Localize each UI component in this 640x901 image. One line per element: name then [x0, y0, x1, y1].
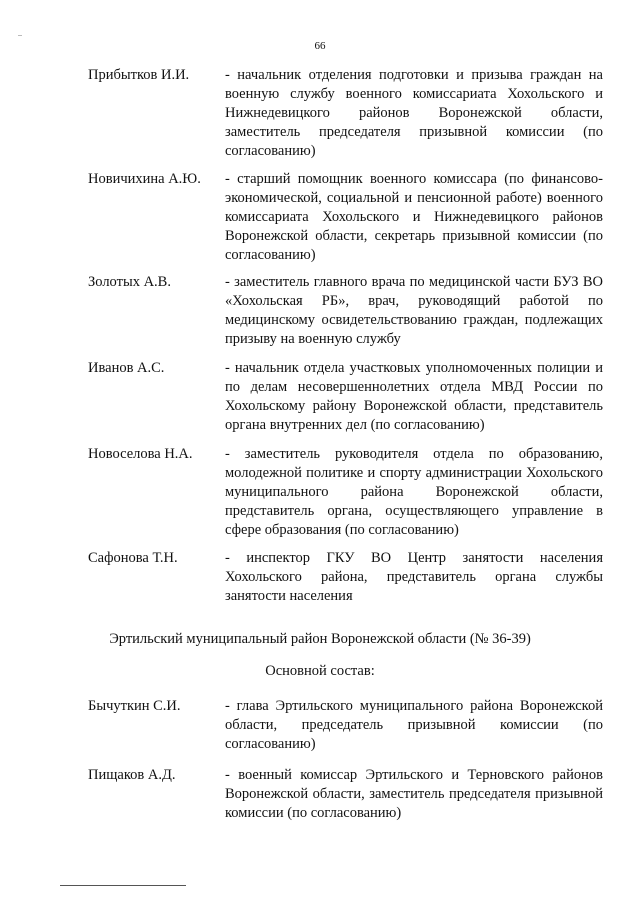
member-name: Бычуткин С.И.	[88, 698, 181, 714]
member-description: - инспектор ГКУ ВО Центр занятости населения Хохольского района, представитель органа службы занятости населения	[225, 550, 603, 604]
page-number: 66	[314, 40, 326, 52]
footer-rule	[60, 885, 186, 886]
member-name: Сафонова Т.Н.	[88, 550, 178, 566]
member-name: Прибытков И.И.	[88, 67, 190, 83]
member-description: - старший помощник военного комиссара (по финансово-экономической, социальной и пенсионной работе) военного комиссариата Хохольского и Нижнедевицкого районов Воронежской области, секретарь призывной комиссии (по согласованию)	[225, 171, 603, 263]
district-heading: Эртильский муниципальный район Воронежской области (№ 36-39)	[109, 631, 531, 647]
member-name: Золотых А.В.	[88, 274, 171, 290]
member-description: - начальник отделения подготовки и призыва граждан на военную службу военного комиссариата Хохольского и Нижнедевицкого районов Воронежской области, заместитель председателя призывной комиссии (по согласованию)	[225, 67, 603, 159]
margin-mark	[18, 35, 22, 36]
member-description: - военный комиссар Эртильского и Терновского районов Воронежской области, заместитель председателя призывной комиссии (по согласованию)	[225, 767, 603, 821]
member-name: Новоселова Н.А.	[88, 446, 193, 462]
member-description: - заместитель руководителя отдела по образованию, молодежной политике и спорту администрации Хохольского муниципального района Воронежской области, представитель органа, осуществляющего управление в сфере образования (по согласованию)	[225, 446, 603, 538]
composition-heading: Основной состав:	[265, 663, 375, 679]
member-description: - глава Эртильского муниципального района Воронежской области, председатель призывной комиссии (по согласованию)	[225, 698, 603, 752]
member-description: - заместитель главного врача по медицинской части БУЗ ВО «Хохольская РБ», врач, руководящий работой по медицинскому освидетельствованию граждан, подлежащих призыву на военную службу	[225, 274, 603, 347]
member-name: Пищаков А.Д.	[88, 767, 176, 783]
member-name: Новичихина А.Ю.	[88, 171, 201, 187]
member-description: - начальник отдела участковых уполномоченных полиции и по делам несовершеннолетних отдела МВД России по Хохольскому району Воронежской области, представитель органа внутренних дел (по согласованию)	[225, 360, 603, 433]
member-name: Иванов А.С.	[88, 360, 165, 376]
